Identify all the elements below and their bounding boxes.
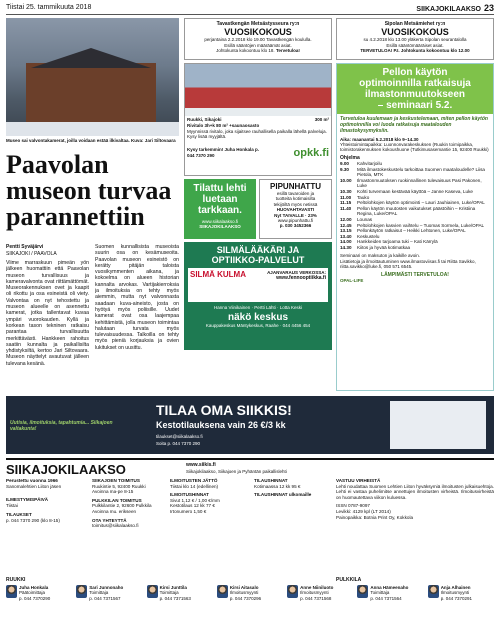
footer-pulkkila-hours: Avoinna mu. erikseen (92, 508, 137, 514)
ad-tilattu-lehti (184, 179, 256, 239)
staff-phone: p. 044 7370291 (440, 595, 472, 601)
staff-role: Toimittaja (370, 590, 390, 596)
ad1-heading: VUOSIKOKOUS (224, 27, 292, 38)
nakokeskus-logo: näkö keskus (227, 312, 289, 324)
staff-pulkkila-label: PULKKILA (336, 577, 362, 583)
ad-silmalaakari (184, 242, 332, 350)
footer-pulkkila-label: PULKKILAN TOIMITUS (92, 497, 142, 503)
ad1-title: Tavastkengän Metsästysseura ry:n (216, 21, 300, 27)
program-time: 9.00 (340, 161, 349, 167)
footer-tilaushinnat-label: TILAUSHINNAT (254, 478, 288, 483)
ad-pipunhattu (259, 179, 332, 239)
pipunhattu-text4: HUOVAHTAVASTI (276, 207, 315, 213)
footer-contact-label: OTA YHTEYTTÄ (92, 517, 127, 523)
staff-phone: p. 044 7371568 (300, 595, 332, 601)
program-desc: Hankkeiden tarjoama tuki – Kati Kärrylä (357, 239, 438, 245)
staff-name: Anna Hämeenaho (370, 585, 409, 590)
footer-ilmestymispaiva-label: ILMESTYMISPÄIVÄ (6, 497, 49, 503)
photo-caption: Museo sai valvontakamerat, joilla voidaan estää ilkivaltaa. Kuva: Jari Siltovaara (6, 138, 176, 143)
pelto-contact: Lisätietoja ja ilmoittautuminen www.ilmastoviisas.fi tai Riitta Savikko, riitta.savikko@luke.fi, 050 571 6545. (340, 258, 476, 270)
program-time: 10.00 (340, 177, 352, 183)
staff-card (357, 585, 423, 641)
page-number: 23 (483, 3, 494, 13)
article-col1: Viime marraskuun pimeän yön jälkeen huomattiin että Paavolan museon turvallisuus ja kameravalvonta ovat riittämättömät. Museorakennuksen ovet ja kaapit oli rikottu ja osa esineistä oli viety. Valvontaa on nyt tehostettu ja museon alueelle on asennettu kamerat, jotka tallentavat kuvaa ympäri vuorokauden. Kyllä ja korkean tason tekninen ratkaisu parantaa turvallisuutta merkittävästi. Hankkeen rahoitus saatiin kunnalta ja paikallisilta yhdistyksiltä, kertoo Jari Siltovaara. Museon näyttelyt avautuvat jälleen tulevana kesänä. (6, 260, 89, 367)
footer-col-4 (254, 478, 328, 574)
footer-email[interactable]: toimitus@siikalaakso.fi (92, 523, 139, 529)
footer-paper-name: SIIKAJOKILAAKSO (6, 462, 126, 476)
ad2-line3: TERVETULOA! P.I. Johtokunta kokoontuu klo 12.00 (360, 48, 470, 54)
ad1-line3: Johtokunta kokoontuu klo 18. (216, 48, 275, 54)
pipunhattu-title: PIPUNHATTU (270, 182, 321, 191)
footer-col-3 (170, 478, 248, 574)
staff-name: Kirsi Junttila (159, 585, 187, 590)
house-contact: Kysy tarkemmin! Juha Honkala p. 044 7370 290 (187, 147, 260, 158)
pipunhattu-web: www.pipunhattu.fi (277, 218, 314, 224)
ad2-title: Sipolan Metsämiehet ry:n (384, 21, 446, 27)
footer-toimitus-hours: Avoinna ma-pe 8-15 (92, 489, 134, 495)
ad1-sign: Tervetuloa! (275, 48, 300, 54)
staff-name: Kirsi Aitasalo (229, 585, 259, 590)
footer-tilaukset-label: TILAUKSET (6, 512, 32, 518)
staff-avatar (147, 585, 158, 598)
pelto-footer: Seminaari on maksuton ja kaikille avoin. (340, 252, 421, 258)
program-desc: Keskustelu (357, 233, 380, 239)
pelto-intro: Tervetuloa kuulemaan ja keskustelemaan, miten pellon käytön optimoinnilla voi luoda ratkaisuja maatalouden ilmastokysymyksiin. (340, 116, 488, 135)
opkk-logo: opkk.fi (293, 146, 329, 159)
footer-issn: ISSN 0787-9097 (336, 503, 370, 509)
silma-web: www.fennooptiikka.fi (276, 275, 326, 282)
staff-avatar (76, 585, 87, 598)
snow-ground (6, 122, 179, 136)
staff-list (6, 585, 494, 641)
pelto-welcome: LÄMPIMÄSTI TERVETULOA! (381, 271, 449, 278)
tilattu-line2: luetaan (202, 194, 238, 205)
tilaa-title: TILAA OMA SIIKKIS! (156, 402, 292, 418)
staff-name: Juha Honkala (19, 585, 49, 590)
staff-role: Ilmoitusmyynti (229, 590, 259, 596)
pelto-where: Yhteistoimintapaikka: Luonnonvarakeskuksen (Ruukin toimipaikka, toimistorakennuksen kokoushuone (Tutkimusasemantie 15, 92400 Ruukki) (340, 142, 489, 153)
footer-ilmestymispaiva: Tiistai (6, 502, 18, 508)
program-time: 11.15 (340, 200, 352, 206)
tilaa-slogan: Uutisia, ilmoituksia, tapahtumia... Siikajoen valtakunta! (10, 420, 113, 433)
footer-levikki: Levikki: 4129 kpl (LT 2014) (336, 508, 391, 514)
article-col2: Suomen kunnallisista museoista suurin osa on kesämuseoita. Paavolan museon esineistö on kerätty pitäjän taloista vuosikymmenten aikana, ja kokoelma on alueen historian kannalta arvokas. Vartijakierroksia ja ilmoituksia on tehty myös aiemmin, mutta nyt valvonnasta saadaan kuva-aineisto, josta on hyötyä myös poliisille. Uudet kamerat ovat osa laajempaa kehittämistä, jolla museon toimintaa halutaan turvata myös tulevaisuudessa. Talkoilla on tehty myös pieniä korjauksia ja ovien lukitukset on uusittu. (95, 244, 179, 351)
footer-founded: Perustettu vuonna 1966 (6, 478, 58, 483)
staff-role: Ilmoitusmyynti (440, 590, 470, 596)
staff-avatar (287, 585, 298, 598)
program-desc: Mitä ilmastokeskustelu tarkoittaa Suomen maataloudelle? Liisa Pietola, MTK (357, 166, 485, 178)
pelto-when: Aika: maanantai 5.2.2018 klo 9–14.30 (340, 136, 419, 142)
silmakulma-logo: SILMÄ KULMA (190, 270, 246, 279)
program-desc: Pellonkäytön ratkaisut – Heikki Lehtonen, Luke/OPAL (357, 228, 466, 234)
pipunhattu-text1: esillä tavaroiden ja (276, 191, 315, 196)
staff-card (76, 585, 142, 641)
house-caption: Ruukki, Sikajoki (187, 117, 222, 122)
program-desc: Lounas (357, 216, 373, 222)
house-area: 300 m² (314, 117, 329, 122)
staff-avatar (428, 585, 439, 598)
program-desc: Peltolohkojen kasvien vaihtelu – Tuomas Sormela, Luke/OPAL (357, 222, 485, 228)
tilattu-web: www.siikalaakso.fi (201, 219, 239, 224)
opal-life-logo: OPAL-LIFE (340, 277, 364, 283)
staff-role: Päätoimittaja (19, 590, 46, 596)
tilaa-offer: Kestotilauksena vain 26 €/3 kk (156, 420, 286, 430)
footer-irtonumero: Irtonumero 1,50 € (170, 508, 207, 514)
article-byline: Pentti Syväjärvi (6, 244, 44, 250)
program-time: 10.30 (340, 189, 352, 194)
ad2-line1: su 4.2.2018 klo 13.00 yläkerta Sipolan seurantalolla (363, 37, 467, 43)
museum-building (26, 63, 156, 123)
program-time: 13.40 (340, 233, 352, 239)
pelto-title1: Pellon käytön (382, 67, 448, 78)
staff-card (147, 585, 213, 641)
museum-photo (6, 18, 179, 136)
article-headline: Paavolan museon turvaa parannettiin (6, 152, 172, 231)
pelto-ohjelma-label: Ohjelma (340, 154, 360, 161)
pipunhattu-text3: tekijöiltä myös netissä (273, 201, 318, 207)
ad-house (184, 63, 332, 176)
footer-tilaukset: p. 044 7370 290 (klo 8-15) (6, 517, 60, 523)
footer-ilm: Tiistai klo 14 (edellinen) (170, 483, 219, 489)
staff-role: Ilmoitusmyynti (300, 590, 329, 596)
pipunhattu-text2: tuotteita kotimaisilta (275, 196, 316, 202)
staff-role: Toimittaja (89, 590, 109, 596)
house-sub: Rivitalo 3h+k 80 m² +saunaosasto (187, 123, 260, 129)
ad1-line1: perjantaina 2.2.2018 klo 19.00 Tavastkengän koululla. (204, 37, 312, 43)
house-text: Myynnissä rivitalo, joka sijaitsee rauhallisella paikalla lähellä palveluja. Kysy lisää myyjältä. (187, 128, 327, 140)
pelto-title4: – seminaari 5.2. (377, 100, 453, 111)
staff-name: Anja Alhainen (440, 585, 471, 590)
pelto-title2: optimoinnilla ratkaisuja (359, 78, 471, 89)
ad1-line2: Esillä sääntöjen määräämät asiat. (224, 42, 292, 48)
program-row (340, 178, 490, 189)
footer-hinnat: Sivut 1,12 € / 1,00 €/mm (170, 497, 220, 503)
house-photo (185, 64, 331, 116)
ad-vuosikokous-metsastysseura (184, 18, 332, 60)
footer-painopaikka: Painopaikka: Botnia Print Oy, Kokkola (336, 514, 414, 520)
pipunhattu-offer: Nyt TAIVALLE · 23% (274, 212, 317, 218)
footer-union: Sanomalehtien Liiton jäsen (6, 483, 62, 489)
staff-card (217, 585, 283, 641)
newspaper-image (390, 401, 486, 449)
staff-phone: p. 044 7371564 (370, 595, 402, 601)
footer-col-1 (6, 478, 86, 574)
header-date: Tiistai 25. tammikuuta 2018 (6, 4, 92, 11)
tilattu-line1: Tilattu lehti (193, 183, 247, 194)
staff-avatar (217, 585, 228, 598)
program-desc: Peltolohkojen käytön optimointi – Lauri Jauhiainen, Luke/OPAL (357, 200, 485, 206)
silma-names: Hanna Viinikainen · Pertti Lähti · Lotta Keski (214, 305, 302, 310)
staff-card (287, 585, 353, 641)
pelto-program-list (340, 161, 490, 251)
staff-phone: p. 044 7370290 (19, 595, 51, 601)
footer-toimitus-label: SIIKAJOEN TOIMITUS (92, 478, 140, 483)
program-time: 11.00 (340, 194, 352, 200)
footer-pulkkila: Pulkkilantie 2, 92600 Pulkkila (92, 503, 152, 509)
program-row (340, 245, 490, 251)
footer-toimitus: Ruukintie 5, 92400 Ruukki (92, 483, 146, 489)
page-header (6, 3, 494, 15)
program-desc: Pellon käytön muutosten vaikutukset päästöihin – Kristiina Regina, Luke/OPAL (357, 205, 476, 217)
staff-phone: p. 044 7371563 (159, 595, 191, 601)
staff-ruukki-label: RUUKKI (6, 577, 26, 583)
ad-pelto-seminaari (336, 63, 494, 391)
silma-title1: SILMÄLÄÄKÄRI JA (216, 245, 300, 255)
program-row (340, 206, 490, 217)
program-time: 9.30 (340, 166, 349, 172)
footer-ulkomaat-label: TILAUSHINNAT ulkomaille (254, 492, 312, 498)
silma-title2: OPTIIKKO-PALVELUT (211, 255, 305, 265)
staff-role: Toimittaja (159, 590, 179, 596)
footer-vastuu-label: VASTUU VIRHEISTÄ (336, 478, 381, 483)
footer-web-sub: Siikajokilaakso, Siikajoen ja Pyhäntän paikallislehti (186, 469, 287, 474)
program-desc: Kohti turvemaan kestävää käyttöä – Janne Kaseva, Luke (357, 189, 473, 194)
footer-masthead (6, 458, 494, 476)
ad2-heading: VUOSIKOKOUS (381, 27, 449, 38)
footer-col-2 (92, 478, 164, 574)
footer-kestotilaus: Kestotilaus 12 kk 77 € (170, 503, 215, 509)
tilattu-brand: SIIKAJOKILAAKSO (199, 224, 241, 230)
silma-address: Kauppakeskus Mäntykeskus, Raahe · 044 4456 454 (205, 323, 311, 329)
ad-tilaa-siikkis (6, 396, 494, 454)
staff-phone: p. 044 7371567 (89, 595, 121, 601)
program-time: 12.45 (340, 222, 352, 228)
tilaa-web: tilaukset@siikalaakso.fi (156, 434, 203, 439)
ad2-line2: Esillä sääntömääräiset asiat. (386, 42, 444, 48)
program-desc: Ilmastonmuutoksen ruokinnallinen tulevaisuus Pasi Pakonen, Luke (357, 177, 482, 189)
footer-col-5 (336, 478, 494, 574)
program-time: 14.30 (340, 244, 352, 250)
header-paper (416, 3, 494, 13)
pipunhattu-phone: p. 030 3452366 (279, 223, 312, 229)
staff-name: Anne Niiniluoto (300, 585, 334, 590)
header-paper-name: SIIKAJOKILAAKSO (416, 6, 481, 13)
footer-ulkomaat: Kotimaassa 12 kk 95 € (254, 483, 301, 489)
program-row (340, 167, 490, 178)
article-location: SIIKAJOKI / PAAVOLA (6, 251, 57, 257)
silma-booking: AJANVARAUS VERKOSSA: (267, 270, 326, 275)
program-desc: Kiitos ja hyvää kotimatkaa (357, 244, 411, 250)
pelto-title3: ilmastonmuutokseen (364, 89, 466, 100)
program-time: 12.00 (340, 216, 352, 222)
staff-avatar (357, 585, 368, 598)
tilaa-phone: Soita p. 044 7370 290 (156, 441, 201, 446)
footer-hinta-label: ILMOITUSHINNAT (170, 492, 209, 498)
tilattu-line3: tarkkaan. (198, 205, 242, 216)
program-time: 13.15 (340, 228, 352, 234)
program-desc: Tauko (357, 194, 370, 200)
staff-phone: p. 044 7370296 (229, 595, 262, 601)
ad-vuosikokous-sipola (336, 18, 494, 60)
footer-vastuu: Lehti noudattaa Suomen Lehtien Liiton hyväksymiä ilmoitusten julkaisuehtoja. Lehti ei vastaa puhelimitse annettujen ilmoitusten virheistä. Ilmoitusvirheistä on huomautettava viikon kuluessa. (336, 483, 494, 500)
footer-web[interactable]: www.siikis.fi (186, 462, 216, 468)
staff-card (6, 585, 72, 641)
footer-ilm-label: ILMOITUSTEN JÄTTÖ (170, 478, 218, 483)
program-time: 14.00 (340, 239, 352, 245)
program-desc: Kahvitarjoilu (357, 161, 383, 167)
staff-card (428, 585, 494, 641)
program-time: 11.40 (340, 205, 352, 211)
staff-avatar (6, 585, 17, 598)
staff-name: Sari Junnonaho (89, 585, 124, 590)
